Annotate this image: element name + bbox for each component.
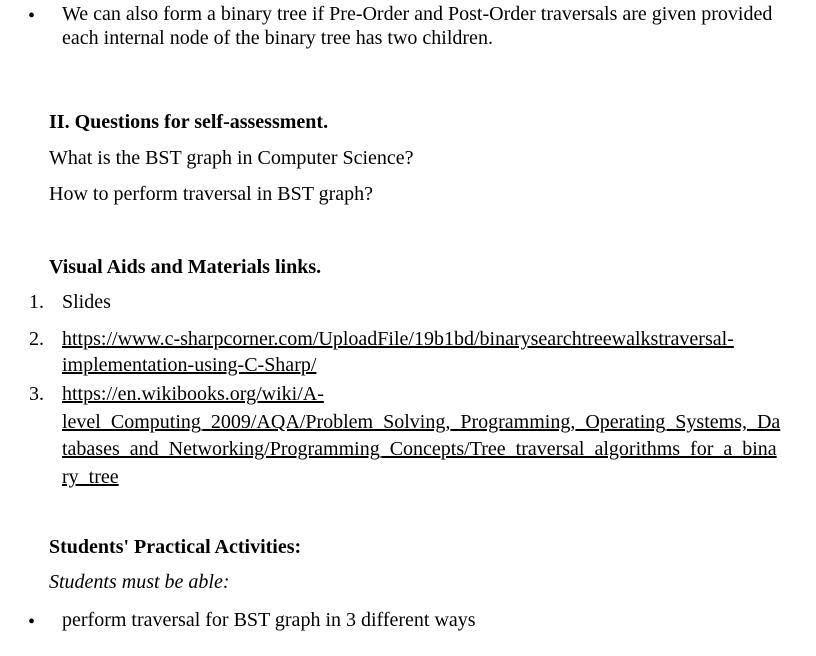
bullet-icon: • <box>28 5 36 27</box>
wikibooks-link-line-2[interactable]: level_Computing_2009/AQA/Problem_Solving,_Programming,_Operating_Systems,_Da <box>62 411 781 433</box>
bullet-icon: • <box>28 611 36 633</box>
practical-bullet-item: perform traversal for BST graph in 3 different ways <box>62 609 476 631</box>
question-1: What is the BST graph in Computer Science? <box>49 147 414 169</box>
wikibooks-link-line-1[interactable]: https://en.wikibooks.org/wiki/A- <box>62 383 324 405</box>
bullet-paragraph-line-2: each internal node of the binary tree has two children. <box>62 27 493 49</box>
wikibooks-link-line-4[interactable]: ry_tree <box>62 466 119 488</box>
bullet-paragraph-line-1: We can also form a binary tree if Pre-Order and Post-Order traversals are given provided <box>62 3 773 25</box>
list-number-3: 3. <box>29 383 44 405</box>
practical-activities-heading: Students' Practical Activities: <box>49 536 302 558</box>
practical-subheading: Students must be able: <box>49 571 230 593</box>
wikibooks-link-line-3[interactable]: tabases_and_Networking/Programming_Concepts/Tree_traversal_algorithms_for_a_bina <box>62 438 777 460</box>
bullet-paragraph <box>62 2 814 50</box>
slides-item: Slides <box>62 291 111 313</box>
csharpcorner-link-line-1[interactable]: https://www.c-sharpcorner.com/UploadFile/19b1bd/binarysearchtreewalkstraversal- <box>62 328 734 350</box>
csharpcorner-link-line-2[interactable]: implementation-using-C-Sharp/ <box>62 354 317 376</box>
visual-aids-heading: Visual Aids and Materials links. <box>49 256 322 278</box>
question-2: How to perform traversal in BST graph? <box>49 183 373 205</box>
self-assessment-heading: II. Questions for self-assessment. <box>49 111 329 133</box>
list-number-2: 2. <box>29 328 44 350</box>
list-number-1: 1. <box>29 291 44 313</box>
